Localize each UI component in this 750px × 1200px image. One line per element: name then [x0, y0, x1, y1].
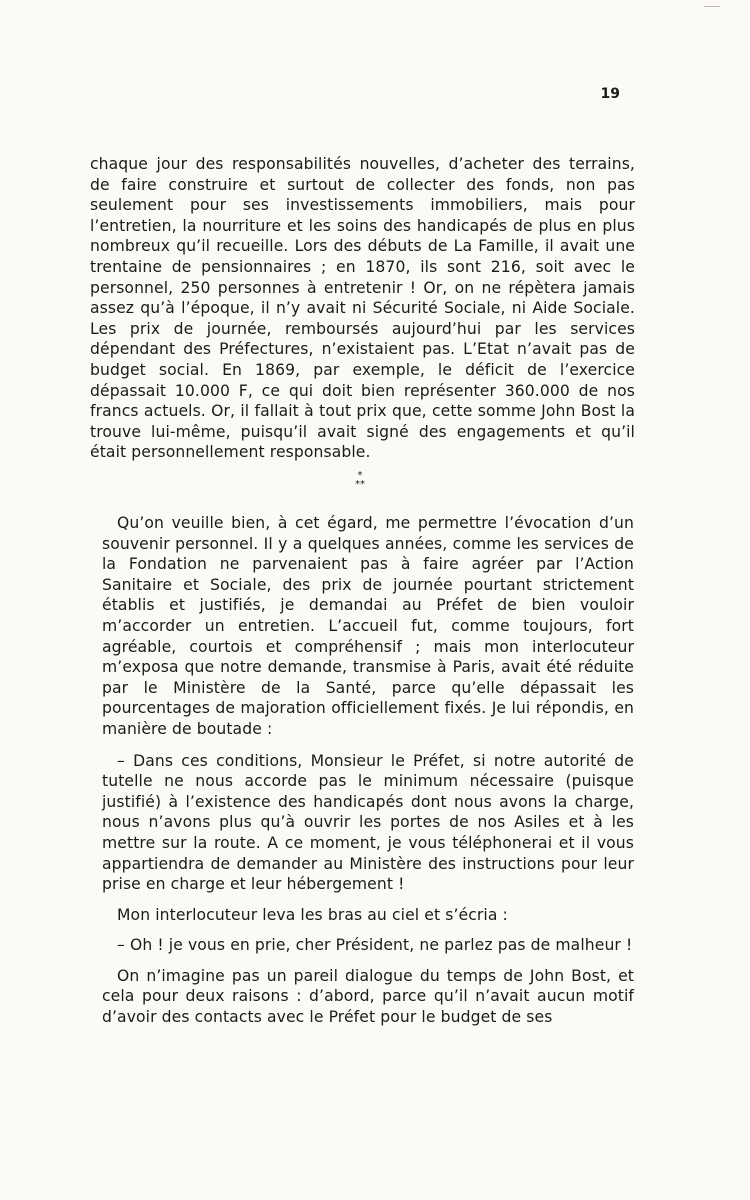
body-text-top [90, 154, 635, 463]
asterism-bottom: ** [355, 479, 365, 490]
asterism-separator [340, 471, 380, 497]
page-number: 19 [600, 86, 620, 102]
corner-mark [704, 6, 720, 7]
paragraph-2: Qu’on veuille bien, à cet égard, me permettre l’évocation d’un souvenir personnel. Il y a quelques années, comme les services de la Fondation ne parvenaient pas à faire agréer par l’Action Sanitaire et Sociale, des prix de journée pourtant strictement établis et justifiés, je demandai au Préfet de bien vouloir m’accorder un entretien. L’accueil fut, comme toujours, fort agréable, courtois et compréhensif ; mais mon interlocuteur m’exposa que notre demande, transmise à Paris, avait été réduite par le Ministère de la Santé, parce qu’elle dépassait les pourcentages de majoration officiellement fixés. Je lui répondis, en manière de boutade : [102, 514, 634, 738]
paragraph-5: – Oh ! je vous en prie, cher Président, ne parlez pas de malheur ! [117, 936, 633, 955]
paragraph-4: Mon interlocuteur leva les bras au ciel et s’écria : [117, 905, 508, 924]
paragraph-3: – Dans ces conditions, Monsieur le Préfet, si notre autorité de tutelle ne nous accorde pas le minimum nécessaire (puisque justifié) à l’existence des handicapés dont nous avons la charge, nous n’avons plus qu’à ouvrir les portes de nos Asiles et à les mettre sur la route. A ce moment, je vous téléphonerai et il vous appartiendra de demander au Ministère des instructions pour leur prise en charge et leur hébergement ! [102, 751, 634, 894]
paragraph-1: chaque jour des responsabilités nouvelles, d’acheter des terrains, de faire construire et surtout de collecter des fonds, non pas seulement pour ses investissements immobiliers, mais pour l’entretien, la nourriture et les soins des handicapés de plus en plus nombreux qu’il recueille. Lors des débuts de La Famille, il avait une trentaine de pensionnaires ; en 1870, ils sont 216, soit avec le personnel, 250 personnes à entretenir ! Or, on ne répètera jamais assez qu’à l’époque, il n’y avait ni Sécurité Sociale, ni Aide Sociale. Les prix de journée, remboursés aujourd’hui par les services dépendant des Préfectures, n’existaient pas. L’Etat n’avait pas de budget social. En 1869, par exemple, le déficit de l’exercice dépassait 10.000 F, ce qui doit bien représenter 360.000 de nos francs actuels. Or, il fallait à tout prix que, cette somme John Bost la trouve lui-même, puisqu’il avait signé des engagements et qu’il était personnellement responsable. [90, 155, 635, 462]
paragraph-6: On n’imagine pas un pareil dialogue du temps de John Bost, et cela pour deux raisons : d’abord, parce qu’il n’avait aucun motif d’avoir des contacts avec le Préfet pour le budget de ses [102, 966, 634, 1027]
body-text-bottom [102, 513, 634, 1028]
asterism-top: * [357, 470, 363, 481]
